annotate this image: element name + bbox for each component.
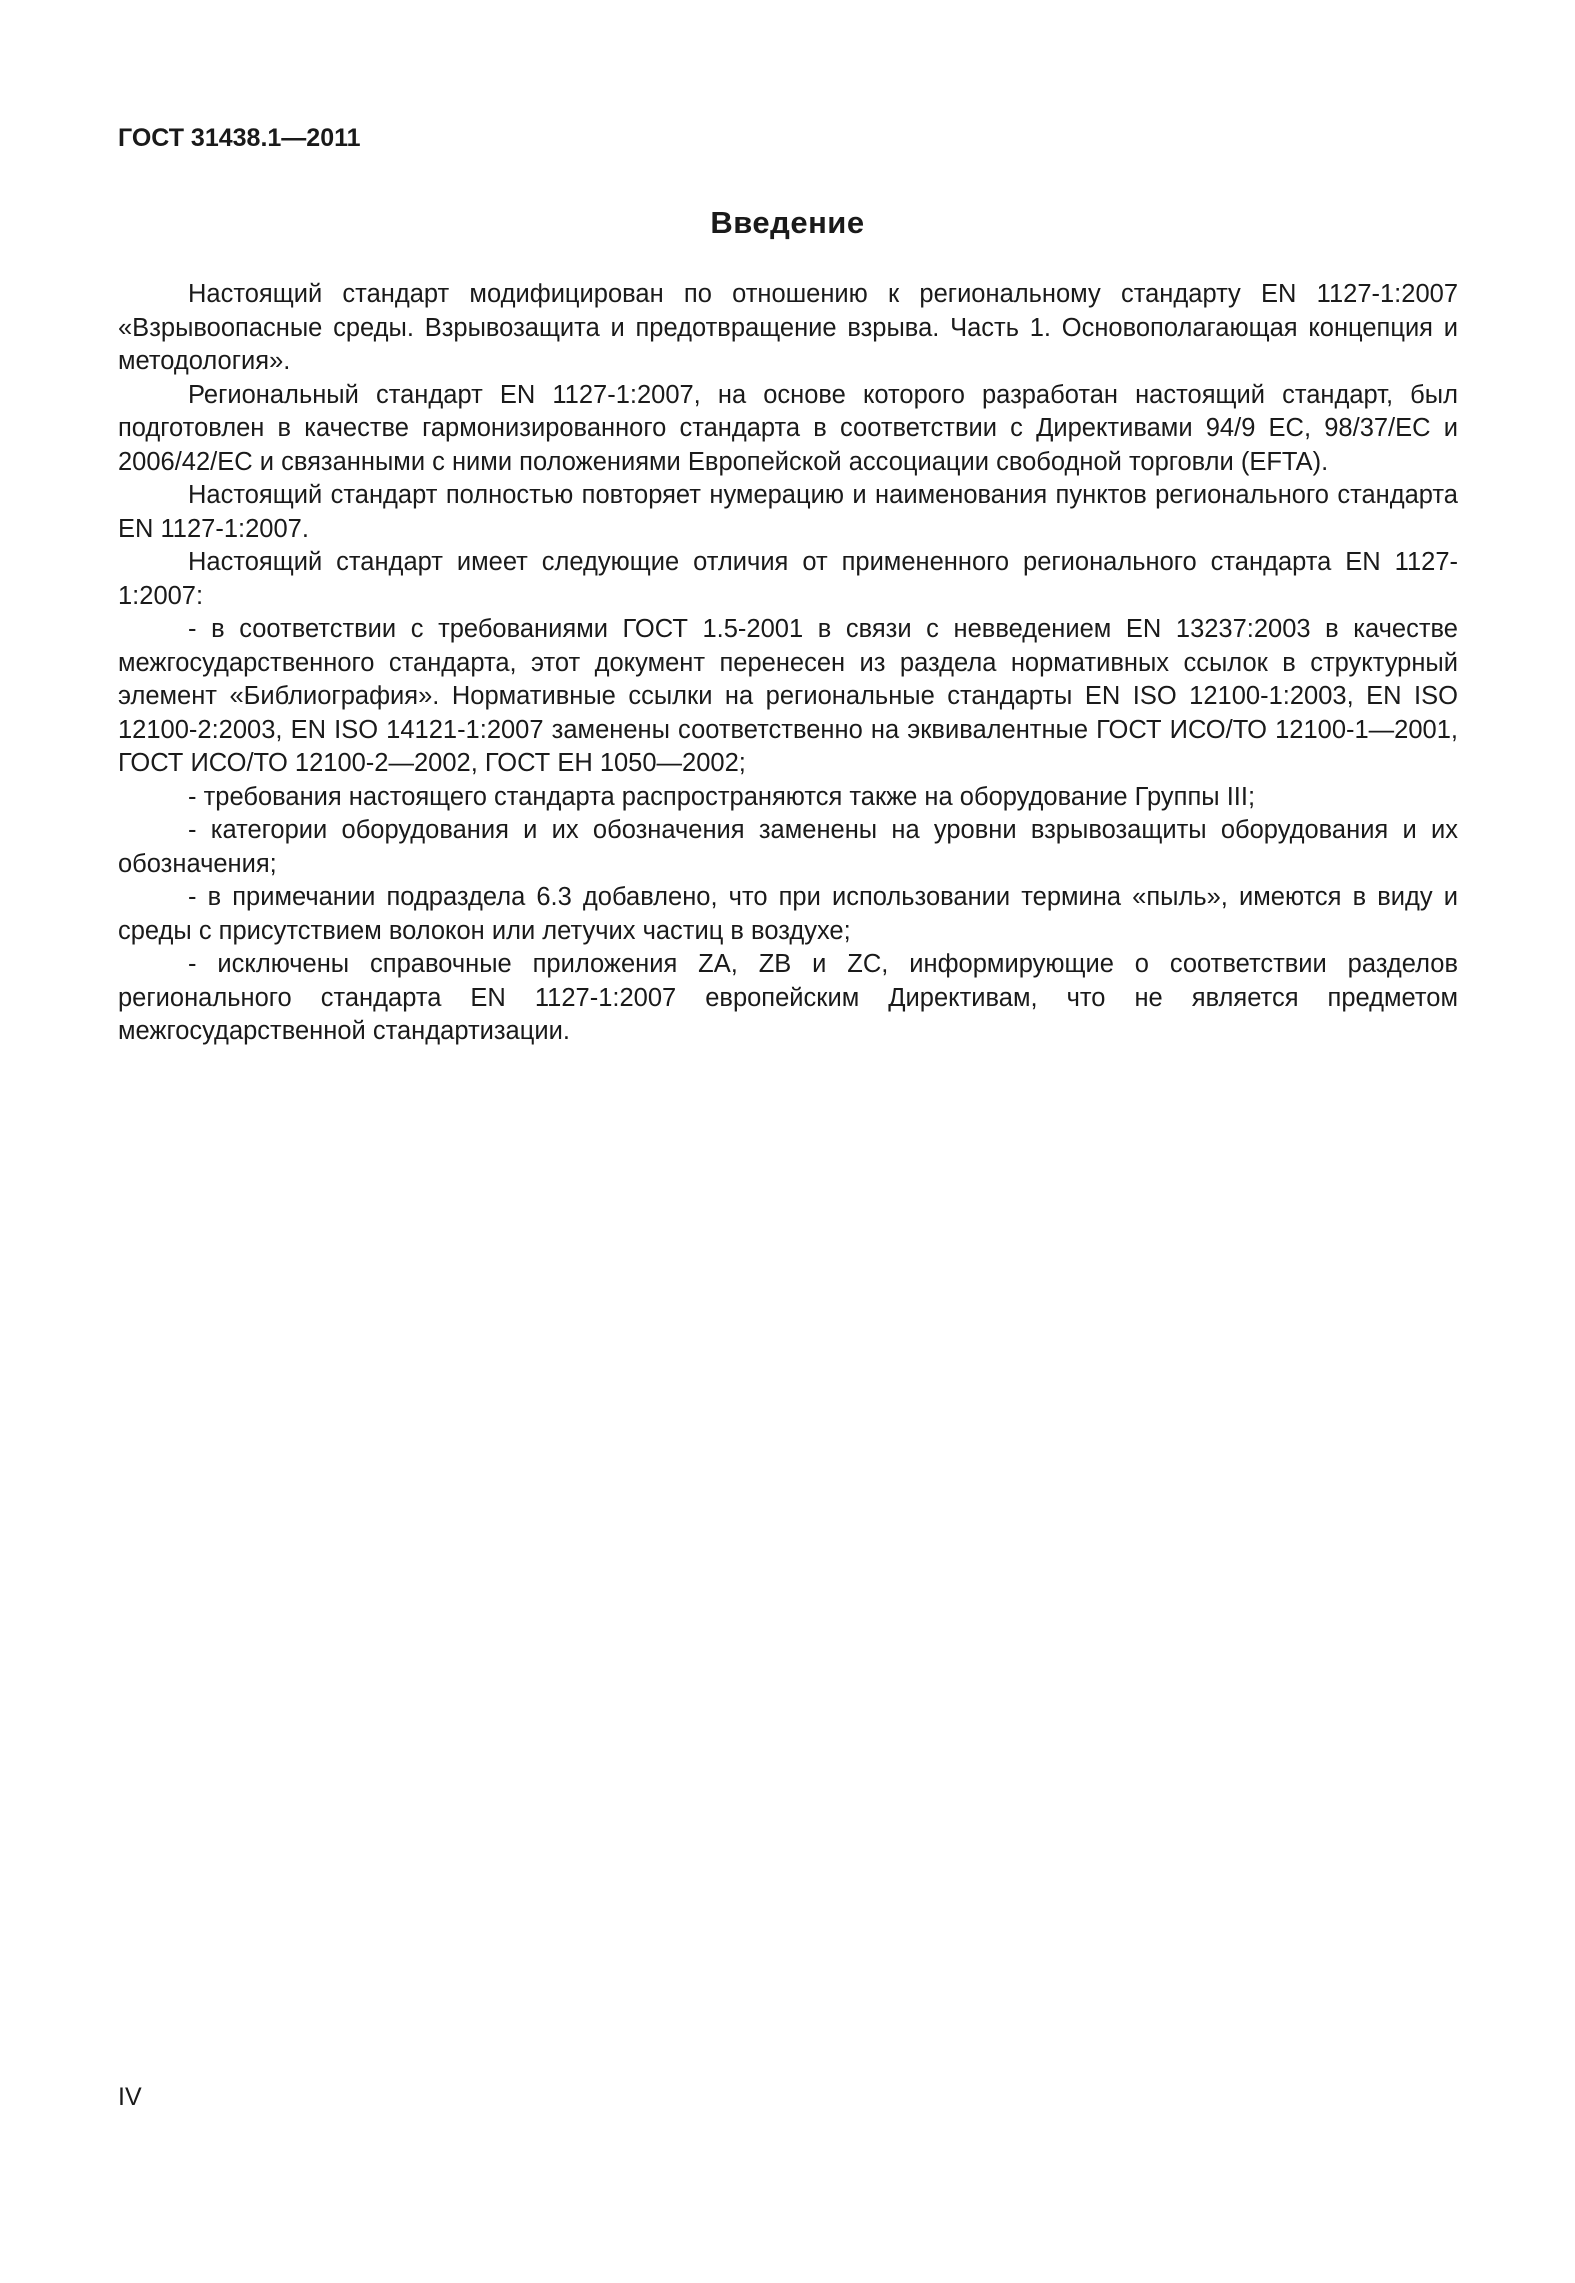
section-title: Введение — [710, 205, 865, 240]
list-item: - исключены справочные приложения ZA, ZB и ZC, информирующие о соответствии разделов регионального стандарта EN 1127-1:2007 европейским Директивам, что не является предметом межгосударственной стандартизации. — [118, 950, 1458, 1045]
list-item: - требования настоящего стандарта распространяются также на оборудование Группы III; — [188, 782, 1256, 811]
page-number: IV — [118, 2083, 142, 2111]
list-item: - в соответствии с требованиями ГОСТ 1.5-2001 в связи с невведением EN 13237:2003 в качестве межгосударственного стандарта, этот документ перенесен из раздела нормативных ссылок в структурный элемент «Библиография». Нормативные ссылки на региональные стандарты EN ISO 12100-1:2003, EN ISO 12100-2:2003, EN ISO 14121-1:2007 заменены соответственно на эквивалентные ГОСТ ИСО/ТО 12100-1—2001, ГОСТ ИСО/ТО 12100-2—2002, ГОСТ ЕН 1050—2002; — [118, 615, 1458, 777]
paragraph: Настоящий стандарт полностью повторяет нумерацию и наименования пунктов регионального стандарта EN 1127-1:2007. — [118, 481, 1458, 543]
document-code: ГОСТ 31438.1—2011 — [118, 124, 361, 152]
paragraph: Настоящий стандарт модифицирован по отношению к региональному стандарту EN 1127-1:2007 «Взрывоопасные среды. Взрывозащита и предотвращение взрыва. Часть 1. Основополагающая концепция и методология». — [118, 280, 1458, 375]
list-item: - категории оборудования и их обозначения заменены на уровни взрывозащиты оборудования и их обозначения; — [118, 816, 1458, 878]
paragraph: Настоящий стандарт имеет следующие отличия от примененного регионального стандарта EN 1127-1:2007: — [118, 548, 1458, 610]
paragraph: Региональный стандарт EN 1127-1:2007, на основе которого разработан настоящий стандарт, был подготовлен в качестве гармонизированного стандарта в соответствии с Директивами 94/9 ЕС, 98/37/ЕС и 2006/42/ЕС и связанными с ними положениями Европейской ассоциации свободной торговли (EFTA). — [118, 380, 1458, 476]
body-text — [118, 278, 1458, 1049]
list-item: - в примечании подраздела 6.3 добавлено, что при использовании термина «пыль», имеются в виду и среды с присутствием волокон или летучих частиц в воздухе; — [118, 883, 1458, 945]
